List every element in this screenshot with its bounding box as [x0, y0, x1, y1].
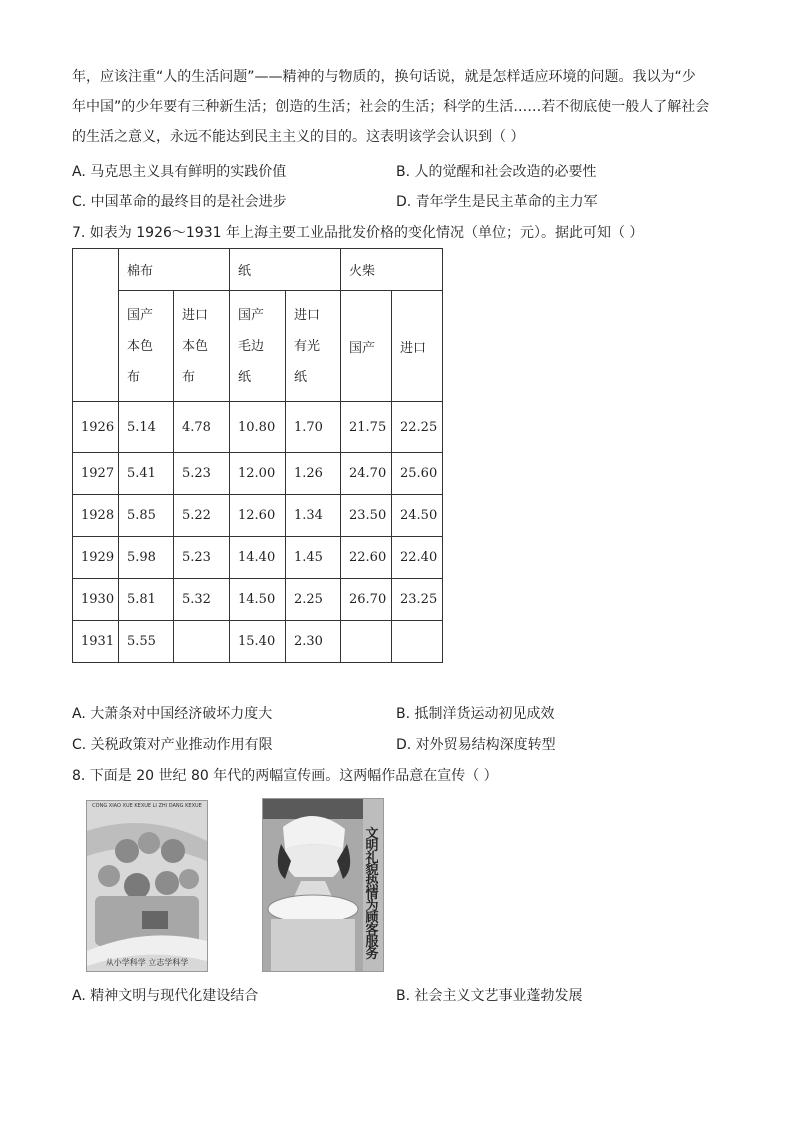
year-cell: 1931	[73, 621, 119, 663]
value-cell: 1.45	[286, 537, 341, 579]
price-table	[72, 248, 443, 663]
table-body	[73, 402, 443, 663]
value-cell: 15.40	[230, 621, 286, 663]
q7-option-a[interactable]: A. 大萧条对中国经济破坏力度大	[72, 706, 273, 722]
value-cell: 21.75	[341, 402, 392, 453]
year-cell: 1928	[73, 495, 119, 537]
value-cell: 5.23	[174, 453, 230, 495]
value-cell: 26.70	[341, 579, 392, 621]
q8-option-a[interactable]: A. 精神文明与现代化建设结合	[72, 988, 259, 1004]
header-cotton: 棉布	[119, 249, 230, 291]
value-cell: 22.25	[392, 402, 443, 453]
value-cell: 23.50	[341, 495, 392, 537]
value-cell: 24.50	[392, 495, 443, 537]
value-cell: 2.25	[286, 579, 341, 621]
q6-line-2: 年中国”的少年要有三种新生活；创造的生活；社会的生活；科学的生活……若不彻底使一般人了解社会	[72, 99, 710, 115]
value-cell: 22.60	[341, 537, 392, 579]
value-cell: 5.85	[119, 495, 174, 537]
poster-service	[262, 798, 384, 972]
q7-question: 7. 如表为 1926～1931 年上海主要工业品批发价格的变化情况（单位；元）。据此可知（ ）	[72, 225, 644, 241]
value-cell	[392, 621, 443, 663]
table-row	[73, 453, 443, 495]
table-row	[73, 495, 443, 537]
sub-header-cotton-domestic: 国产 本色 布	[119, 291, 174, 402]
value-cell: 12.00	[230, 453, 286, 495]
sub-header-paper-import: 进口 有光 纸	[286, 291, 341, 402]
value-cell: 5.41	[119, 453, 174, 495]
value-cell: 14.50	[230, 579, 286, 621]
q6-option-a[interactable]: A. 马克思主义具有鲜明的实践价值	[72, 164, 287, 180]
sub-header-matches-domestic: 国产	[341, 291, 392, 402]
value-cell: 1.70	[286, 402, 341, 453]
table-header-row	[73, 249, 443, 291]
q6-line-1: 年，应该注重“人的生活问题”——精神的与物质的，换句话说，就是怎样适应环境的问题。我以为“少	[72, 69, 696, 85]
sub-header-matches-import: 进口	[392, 291, 443, 402]
q8-question: 8. 下面是 20 世纪 80 年代的两幅宣传画。这两幅作品意在宣传（ ）	[72, 768, 498, 784]
table-row	[73, 579, 443, 621]
value-cell: 5.22	[174, 495, 230, 537]
q6-stem	[72, 62, 732, 152]
value-cell: 5.55	[119, 621, 174, 663]
header-matches: 火柴	[341, 249, 443, 291]
poster-science-top-text: CONG XIAO XUE KEXUE LI ZHI DANG KEXUE	[92, 803, 202, 809]
sub-header-paper-domestic: 国产 毛边 纸	[230, 291, 286, 402]
q6-option-b[interactable]: B. 人的觉醒和社会改造的必要性	[396, 164, 597, 180]
value-cell: 10.80	[230, 402, 286, 453]
q6-option-d[interactable]: D. 青年学生是民主革命的主力军	[396, 194, 598, 210]
table-row	[73, 402, 443, 453]
value-cell	[174, 621, 230, 663]
table-row	[73, 537, 443, 579]
value-cell: 1.26	[286, 453, 341, 495]
value-cell: 5.32	[174, 579, 230, 621]
year-cell: 1929	[73, 537, 119, 579]
q8-option-b[interactable]: B. 社会主义文艺事业蓬勃发展	[396, 988, 583, 1004]
poster-science	[86, 800, 208, 972]
value-cell: 4.78	[174, 402, 230, 453]
year-cell: 1927	[73, 453, 119, 495]
header-paper: 纸	[230, 249, 341, 291]
year-cell: 1930	[73, 579, 119, 621]
value-cell: 5.14	[119, 402, 174, 453]
value-cell: 24.70	[341, 453, 392, 495]
value-cell	[341, 621, 392, 663]
sub-header-cotton-import: 进口 本色 布	[174, 291, 230, 402]
table-subheader-row	[73, 291, 443, 402]
q7-option-b[interactable]: B. 抵制洋货运动初见成效	[396, 706, 555, 722]
q6-line-3: 的生活之意义，永远不能达到民主主义的目的。这表明该学会认识到（ ）	[72, 129, 525, 145]
value-cell: 5.81	[119, 579, 174, 621]
table-row	[73, 621, 443, 663]
year-cell: 1926	[73, 402, 119, 453]
value-cell: 5.23	[174, 537, 230, 579]
corner-cell	[73, 249, 119, 402]
value-cell: 22.40	[392, 537, 443, 579]
poster-service-slogan: 文 明 礼 貌 热 情 为 顾 客 服 务	[365, 827, 379, 962]
value-cell: 1.34	[286, 495, 341, 537]
q6-option-c[interactable]: C. 中国革命的最终目的是社会进步	[72, 194, 287, 210]
value-cell: 5.98	[119, 537, 174, 579]
value-cell: 14.40	[230, 537, 286, 579]
value-cell: 2.30	[286, 621, 341, 663]
q7-option-d[interactable]: D. 对外贸易结构深度转型	[396, 737, 556, 753]
q7-option-c[interactable]: C. 关税政策对产业推动作用有限	[72, 737, 273, 753]
value-cell: 25.60	[392, 453, 443, 495]
poster-service-illustration	[263, 799, 363, 971]
value-cell: 12.60	[230, 495, 286, 537]
poster-science-illustration	[87, 801, 207, 971]
value-cell: 23.25	[392, 579, 443, 621]
poster-science-slogan: 从小学科学 立志学科学	[105, 958, 189, 967]
